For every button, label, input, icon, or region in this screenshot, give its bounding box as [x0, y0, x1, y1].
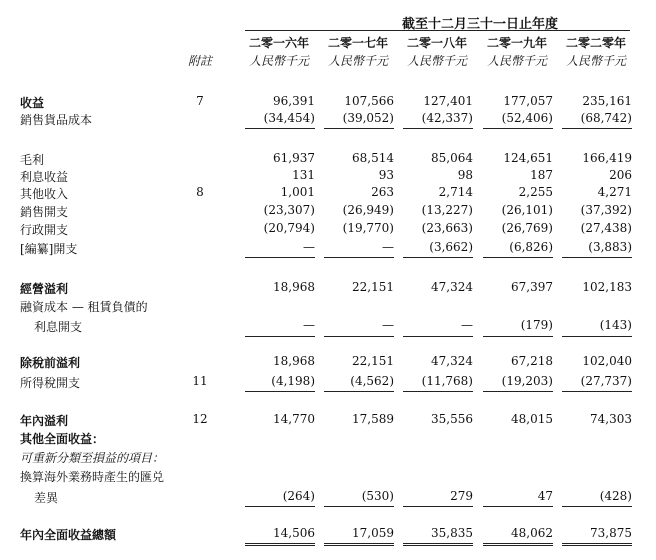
- subtotal-rule: [483, 128, 553, 129]
- subtotal-rule: [324, 257, 394, 258]
- row-reclassifiable-items: [0, 449, 656, 468]
- value-2017: (530): [361, 489, 394, 503]
- row-interest-expenses: [0, 318, 656, 337]
- value-2016: 1,001: [280, 185, 315, 199]
- value-2019: (179): [520, 318, 553, 332]
- row-note: 8: [196, 185, 204, 199]
- value-2016: 14,770: [273, 412, 315, 426]
- row-label: 銷售貨品成本: [20, 113, 93, 127]
- value-2017: (39,052): [342, 111, 394, 125]
- subtotal-rule: [403, 391, 473, 392]
- value-2019: 48,062: [511, 526, 553, 540]
- row-label: 利息開支: [34, 320, 83, 334]
- value-2018: 2,714: [438, 185, 473, 199]
- value-2016: 131: [292, 168, 315, 182]
- row-label: 其他全面收益：: [20, 432, 105, 446]
- row-label: 利息收益: [20, 170, 69, 184]
- note-column-header: 附註: [187, 54, 212, 68]
- value-2020: 166,419: [582, 151, 632, 165]
- value-2020: 73,875: [590, 526, 632, 540]
- value-2020: (27,737): [580, 374, 632, 388]
- value-2016: 18,968: [273, 280, 315, 294]
- value-2018: (23,663): [421, 221, 473, 235]
- subtotal-rule: [483, 506, 553, 507]
- column-header-2018: [401, 34, 473, 70]
- row-note: 7: [196, 94, 204, 108]
- row-label: 毛利: [20, 153, 45, 167]
- total-double-rule: [245, 543, 315, 546]
- subtotal-rule: [403, 506, 473, 507]
- row-other-income: [0, 185, 656, 204]
- column-header-2016: [243, 34, 315, 70]
- unit-label: 人民幣千元: [248, 54, 309, 68]
- subtotal-rule: [562, 506, 632, 507]
- row-label: 所得稅開支: [20, 376, 81, 390]
- row-label: 其他收入: [20, 187, 69, 201]
- value-2017: 93: [378, 168, 394, 182]
- total-double-rule: [324, 543, 394, 546]
- subtotal-rule: [403, 257, 473, 258]
- value-2016: 14,506: [273, 526, 315, 540]
- value-2019: 177,057: [503, 94, 553, 108]
- value-2018: 98: [457, 168, 473, 182]
- subtotal-rule: [245, 506, 315, 507]
- value-2019: 187: [530, 168, 553, 182]
- year-label: 二零一七年: [327, 36, 388, 50]
- value-2020: (428): [599, 489, 632, 503]
- subtotal-rule: [483, 391, 553, 392]
- subtotal-rule: [245, 128, 315, 129]
- unit-label: 人民幣千元: [406, 54, 467, 68]
- value-2018: 47,324: [431, 280, 473, 294]
- row-label: [編纂]開支: [20, 242, 78, 256]
- subtotal-rule: [245, 257, 315, 258]
- value-2019: (52,406): [501, 111, 553, 125]
- value-2017: (4,562): [350, 374, 394, 388]
- year-label: 二零二零年: [565, 36, 626, 50]
- value-2019: (26,769): [501, 221, 553, 235]
- row-profit-before-tax: [0, 354, 656, 373]
- period-title: 截至十二月三十一日止年度: [401, 17, 558, 32]
- row-label: 可重新分類至損益的項目：: [20, 451, 165, 465]
- value-2016: (34,454): [263, 111, 315, 125]
- subtotal-rule: [403, 336, 473, 337]
- subtotal-rule: [562, 257, 632, 258]
- row-label: 換算海外業務時產生的匯兑: [20, 470, 165, 484]
- subtotal-rule: [324, 128, 394, 129]
- value-2019: 2,255: [518, 185, 553, 199]
- value-2018: 127,401: [423, 94, 473, 108]
- value-2020: (3,883): [588, 240, 632, 254]
- row-label: 銷售開支: [20, 205, 69, 219]
- row-exchange-differences: [0, 468, 656, 487]
- unit-label: 人民幣千元: [327, 54, 388, 68]
- value-2018: (42,337): [421, 111, 473, 125]
- value-2017: —: [382, 318, 394, 332]
- value-2018: 35,835: [431, 526, 473, 540]
- subtotal-rule: [562, 391, 632, 392]
- column-header-2020: [560, 34, 632, 70]
- value-2020: 206: [609, 168, 632, 182]
- value-2017: (19,770): [342, 221, 394, 235]
- value-2017: —: [382, 240, 394, 254]
- value-2017: 68,514: [352, 151, 394, 165]
- value-2019: 48,015: [511, 412, 553, 426]
- value-2019: 67,397: [511, 280, 553, 294]
- unit-label: 人民幣千元: [486, 54, 547, 68]
- column-header-2019: [481, 34, 553, 70]
- value-2020: (143): [599, 318, 632, 332]
- value-2018: (3,662): [429, 240, 473, 254]
- value-2018: —: [461, 318, 473, 332]
- total-double-rule: [403, 543, 473, 546]
- value-2016: (4,198): [271, 374, 315, 388]
- value-2020: (27,438): [580, 221, 632, 235]
- value-2016: —: [303, 240, 315, 254]
- value-2020: 235,161: [582, 94, 632, 108]
- value-2020: (68,742): [580, 111, 632, 125]
- value-2019: 47: [537, 489, 553, 503]
- value-2018: 279: [450, 489, 473, 503]
- subtotal-rule: [324, 391, 394, 392]
- value-2016: (23,307): [263, 203, 315, 217]
- row-label: 收益: [20, 96, 45, 110]
- value-2019: (26,101): [501, 203, 553, 217]
- value-2017: 22,151: [352, 354, 394, 368]
- subtotal-rule: [562, 128, 632, 129]
- row-operating-profit: [0, 280, 656, 299]
- value-2018: 47,324: [431, 354, 473, 368]
- value-2020: 102,040: [582, 354, 632, 368]
- value-2017: 17,589: [352, 412, 394, 426]
- value-2019: 67,218: [511, 354, 553, 368]
- subtotal-rule: [324, 506, 394, 507]
- row-label: 融資成本 — 租賃負債的: [20, 300, 148, 314]
- row-label: 差異: [34, 491, 59, 505]
- total-double-rule: [483, 543, 553, 546]
- column-header-2017: [322, 34, 394, 70]
- value-2020: (37,392): [580, 203, 632, 217]
- row-profit-for-year: [0, 412, 656, 431]
- row-note: 11: [192, 374, 208, 388]
- row-label: 行政開支: [20, 223, 69, 237]
- value-2017: 17,059: [352, 526, 394, 540]
- value-2016: 61,937: [273, 151, 315, 165]
- value-2019: (6,826): [509, 240, 553, 254]
- value-2020: 102,183: [582, 280, 632, 294]
- year-label: 二零一九年: [486, 36, 547, 50]
- value-2019: 124,651: [503, 151, 553, 165]
- header-rule: [245, 30, 630, 31]
- value-2017: 22,151: [352, 280, 394, 294]
- value-2017: 107,566: [344, 94, 394, 108]
- unit-label: 人民幣千元: [565, 54, 626, 68]
- year-label: 二零一六年: [248, 36, 309, 50]
- row-other-comprehensive-income: [0, 430, 656, 449]
- row-label: 除稅前溢利: [20, 356, 81, 370]
- value-2018: 85,064: [431, 151, 473, 165]
- value-2020: 4,271: [597, 185, 632, 199]
- value-2016: (264): [282, 489, 315, 503]
- subtotal-rule: [483, 257, 553, 258]
- value-2017: 263: [371, 185, 394, 199]
- value-2020: 74,303: [590, 412, 632, 426]
- total-double-rule: [562, 543, 632, 546]
- row-administrative-expenses: [0, 221, 656, 240]
- subtotal-rule: [483, 336, 553, 337]
- row-finance-costs: [0, 298, 656, 317]
- subtotal-rule: [245, 336, 315, 337]
- subtotal-rule: [245, 391, 315, 392]
- row-label: 年內溢利: [20, 414, 69, 428]
- subtotal-rule: [324, 336, 394, 337]
- row-selling-expenses: [0, 203, 656, 222]
- value-2017: (26,949): [342, 203, 394, 217]
- value-2018: 35,556: [431, 412, 473, 426]
- value-2018: (13,227): [421, 203, 473, 217]
- subtotal-rule: [562, 336, 632, 337]
- row-note: 12: [192, 412, 208, 426]
- value-2016: 18,968: [273, 354, 315, 368]
- row-label: 年內全面收益總額: [20, 528, 117, 542]
- row-label: 經營溢利: [20, 282, 69, 296]
- value-2016: —: [303, 318, 315, 332]
- value-2016: 96,391: [273, 94, 315, 108]
- year-label: 二零一八年: [406, 36, 467, 50]
- value-2019: (19,203): [501, 374, 553, 388]
- subtotal-rule: [403, 128, 473, 129]
- value-2018: (11,768): [421, 374, 473, 388]
- value-2016: (20,794): [263, 221, 315, 235]
